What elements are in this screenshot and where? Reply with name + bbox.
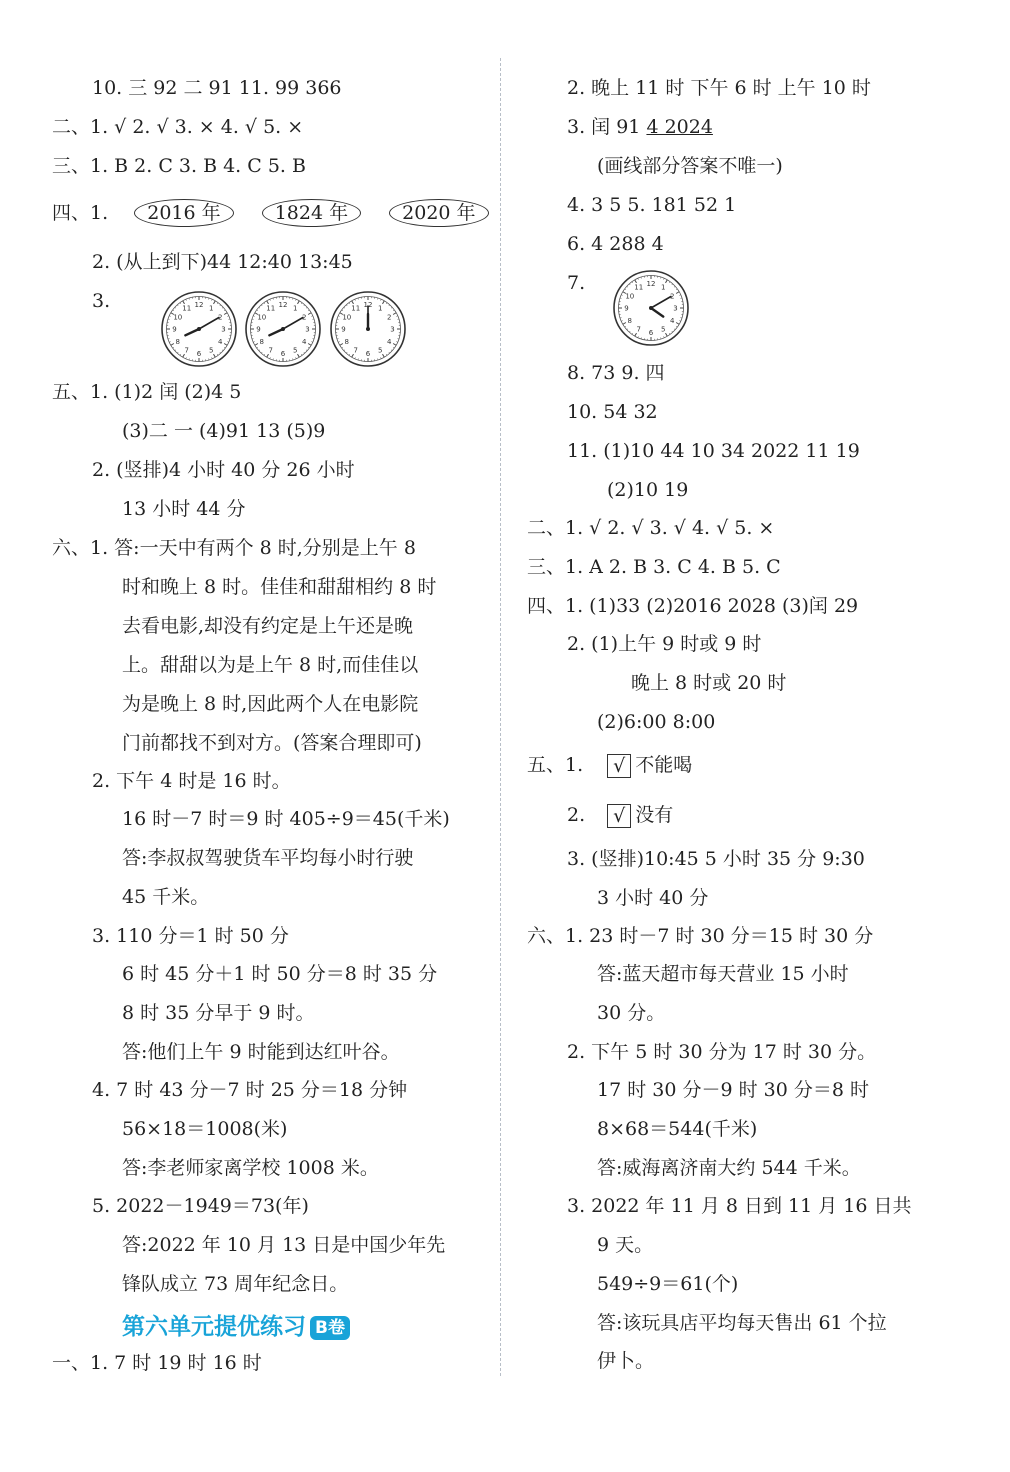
clock-icon xyxy=(329,290,407,368)
svg-text:9: 9 xyxy=(172,325,177,334)
svg-text:5: 5 xyxy=(209,346,214,355)
answer-line: 2. (竖排)4 小时 40 分 26 小时 xyxy=(92,459,355,481)
svg-text:7: 7 xyxy=(184,346,189,355)
answer-line: 9 天。 xyxy=(597,1234,654,1256)
answer-line: 7. xyxy=(567,272,586,294)
svg-text:11: 11 xyxy=(182,304,192,313)
answer-label: 五、1. xyxy=(527,754,584,776)
answer-line: 5. 2022－1949＝73(年) xyxy=(92,1195,309,1217)
svg-text:7: 7 xyxy=(268,346,273,355)
answer-line: 为是晚上 8 时,因此两个人在电影院 xyxy=(122,693,419,715)
svg-text:9: 9 xyxy=(256,325,261,334)
answer-line: 45 千米。 xyxy=(122,886,210,908)
svg-text:3: 3 xyxy=(305,325,310,334)
svg-text:9: 9 xyxy=(341,325,346,334)
answer-line: 2. 下午 5 时 30 分为 17 时 30 分。 xyxy=(567,1041,877,1063)
answer-line: 门前都找不到对方。(答案合理即可) xyxy=(122,732,422,754)
answer-line: 五、1. (1)2 闰 (2)4 5 xyxy=(52,381,242,403)
svg-text:1: 1 xyxy=(661,283,666,292)
svg-text:3: 3 xyxy=(390,325,395,334)
answer-line-underline xyxy=(567,108,713,146)
answer-line: 答:李老师家离学校 1008 米。 xyxy=(122,1157,379,1179)
answer-line: 答:威海离济南大约 544 千米。 xyxy=(597,1157,861,1179)
svg-text:8: 8 xyxy=(175,337,181,346)
answer-line: 去看电影,却没有约定是上午还是晚 xyxy=(122,615,414,637)
svg-text:7: 7 xyxy=(353,346,358,355)
answer-text: 不能喝 xyxy=(635,754,693,776)
answer-line: 2. (1)上午 9 时或 9 时 xyxy=(567,633,762,655)
svg-text:12: 12 xyxy=(363,301,373,309)
answer-line: 二、1. √ 2. √ 3. √ 4. √ 5. × xyxy=(527,517,775,539)
column-divider xyxy=(500,58,501,1376)
answer-line: 2. (从上到下)44 12:40 13:45 xyxy=(92,251,353,273)
svg-text:4: 4 xyxy=(669,316,675,325)
answer-line: 六、1. 答:一天中有两个 8 时,分别是上午 8 xyxy=(52,537,416,559)
oval-answer: 2016 年 xyxy=(134,199,233,227)
answer-line: 4. 3 5 5. 181 52 1 xyxy=(567,194,737,216)
answer-line: 56×18＝1008(米) xyxy=(122,1118,288,1140)
answer-line: 晚上 8 时或 20 时 xyxy=(631,672,787,694)
answer-line: 答:李叔叔驾驶货车平均每小时行驶 xyxy=(122,847,414,869)
answer-line: 3. (竖排)10:45 5 小时 35 分 9:30 xyxy=(567,848,865,870)
section-title-text: 第六单元提优练习 xyxy=(122,1314,306,1340)
answer-text: 3. 闰 91 xyxy=(567,116,647,138)
answer-line: 四、1. (1)33 (2)2016 2028 (3)闰 29 xyxy=(527,595,859,617)
svg-text:10: 10 xyxy=(257,313,267,322)
answer-line: 30 分。 xyxy=(597,1002,666,1024)
clock-icon xyxy=(612,269,690,347)
answer-line: 6. 4 288 4 xyxy=(567,233,664,255)
check-box: √ xyxy=(607,804,631,828)
answer-line: 3. 110 分＝1 时 50 分 xyxy=(92,925,289,947)
svg-text:12: 12 xyxy=(194,301,204,309)
answer-line: 8×68＝544(千米) xyxy=(597,1118,758,1140)
answer-line: 六、1. 23 时－7 时 30 分＝15 时 30 分 xyxy=(527,925,874,947)
svg-text:6: 6 xyxy=(196,350,202,358)
svg-text:10: 10 xyxy=(173,313,183,322)
svg-text:8: 8 xyxy=(344,337,350,346)
answer-line: 伊卜。 xyxy=(597,1350,655,1372)
answer-line: 16 时－7 时＝9 时 405÷9＝45(千米) xyxy=(122,808,450,830)
svg-text:4: 4 xyxy=(217,337,223,346)
answer-line: 13 小时 44 分 xyxy=(122,498,246,520)
svg-text:6: 6 xyxy=(280,350,286,358)
svg-text:12: 12 xyxy=(278,301,288,309)
svg-text:2: 2 xyxy=(217,313,223,322)
svg-text:5: 5 xyxy=(293,346,298,355)
section-title xyxy=(122,1308,350,1341)
answer-line: (2)6:00 8:00 xyxy=(597,711,716,733)
answer-line: 答:蓝天超市每天营业 15 小时 xyxy=(597,963,849,985)
svg-text:5: 5 xyxy=(378,346,383,355)
answer-line: 3 小时 40 分 xyxy=(597,887,709,909)
svg-text:6: 6 xyxy=(648,329,654,337)
answer-line: 二、1. √ 2. √ 3. × 4. √ 5. × xyxy=(52,116,304,138)
svg-text:4: 4 xyxy=(386,337,392,346)
svg-text:3: 3 xyxy=(221,325,226,334)
answer-line: 2. 晚上 11 时 下午 6 时 上午 10 时 xyxy=(567,77,871,99)
svg-text:1: 1 xyxy=(378,304,383,313)
svg-text:8: 8 xyxy=(627,316,633,325)
answer-line: 8. 73 9. 四 xyxy=(567,362,665,384)
svg-text:2: 2 xyxy=(301,313,307,322)
svg-text:10: 10 xyxy=(342,313,352,322)
clock-icon xyxy=(160,290,238,368)
svg-text:6: 6 xyxy=(365,350,371,358)
check-box: √ xyxy=(607,754,631,778)
answer-line: 时和晚上 8 时。佳佳和甜甜相约 8 时 xyxy=(122,576,437,598)
answer-line: 一、1. 7 时 19 时 16 时 xyxy=(52,1352,262,1374)
answer-line: (2)10 19 xyxy=(607,479,689,501)
answer-line: 答:2022 年 10 月 13 日是中国少年先 xyxy=(122,1234,446,1256)
answer-line: 17 时 30 分－9 时 30 分＝8 时 xyxy=(597,1079,869,1101)
answer-line: 8 时 35 分早于 9 时。 xyxy=(122,1002,315,1024)
answer-line: 三、1. B 2. C 3. B 4. C 5. B xyxy=(52,155,306,177)
answer-line: (3)二 一 (4)91 13 (5)9 xyxy=(122,420,326,442)
svg-text:12: 12 xyxy=(646,280,656,288)
answer-line: 4. 7 时 43 分－7 时 25 分＝18 分钟 xyxy=(92,1079,408,1101)
answer-line: 锋队成立 73 周年纪念日。 xyxy=(122,1273,349,1295)
answer-line: (画线部分答案不唯一) xyxy=(597,155,783,177)
svg-text:7: 7 xyxy=(636,325,641,334)
answer-line: 2. 下午 4 时是 16 时。 xyxy=(92,770,291,792)
oval-answer: 1824 年 xyxy=(262,199,361,227)
svg-text:3: 3 xyxy=(673,304,678,313)
svg-text:5: 5 xyxy=(661,325,666,334)
answer-line-box xyxy=(527,746,692,784)
svg-text:1: 1 xyxy=(209,304,214,313)
svg-text:11: 11 xyxy=(634,283,644,292)
answer-line: 3. 2022 年 11 月 8 日到 11 月 16 日共 xyxy=(567,1195,912,1217)
svg-text:11: 11 xyxy=(266,304,276,313)
answer-line: 上。甜甜以为是上午 8 时,而佳佳以 xyxy=(122,654,419,676)
answer-line: 答:他们上午 9 时能到达红叶谷。 xyxy=(122,1041,400,1063)
answer-line: 11. (1)10 44 10 34 2022 11 19 xyxy=(567,440,860,462)
svg-text:4: 4 xyxy=(301,337,307,346)
svg-text:1: 1 xyxy=(293,304,298,313)
underlined-answer: 4 2024 xyxy=(646,116,713,138)
oval-answer: 2020 年 xyxy=(389,199,488,227)
answer-line: 3. xyxy=(92,290,111,312)
svg-text:8: 8 xyxy=(259,337,265,346)
answer-line: 10. 三 92 二 91 11. 99 366 xyxy=(92,77,342,99)
svg-text:2: 2 xyxy=(669,292,675,301)
clock-icon xyxy=(244,290,322,368)
answer-line-ovals xyxy=(52,194,511,232)
answer-line: 6 时 45 分＋1 时 50 分＝8 时 35 分 xyxy=(122,963,438,985)
answer-label: 2. xyxy=(567,804,586,826)
svg-text:2: 2 xyxy=(386,313,392,322)
answer-line-box xyxy=(567,796,673,834)
svg-text:11: 11 xyxy=(351,304,361,313)
answer-line: 549÷9＝61(个) xyxy=(597,1273,739,1295)
answer-label: 四、1. xyxy=(52,202,109,224)
answer-line: 三、1. A 2. B 3. C 4. B 5. C xyxy=(527,556,781,578)
svg-text:9: 9 xyxy=(624,304,629,313)
section-badge: B卷 xyxy=(310,1316,350,1340)
answer-line: 答:该玩具店平均每天售出 61 个拉 xyxy=(597,1312,887,1334)
answer-line: 10. 54 32 xyxy=(567,401,658,423)
svg-text:10: 10 xyxy=(625,292,635,301)
answer-text: 没有 xyxy=(635,804,674,826)
